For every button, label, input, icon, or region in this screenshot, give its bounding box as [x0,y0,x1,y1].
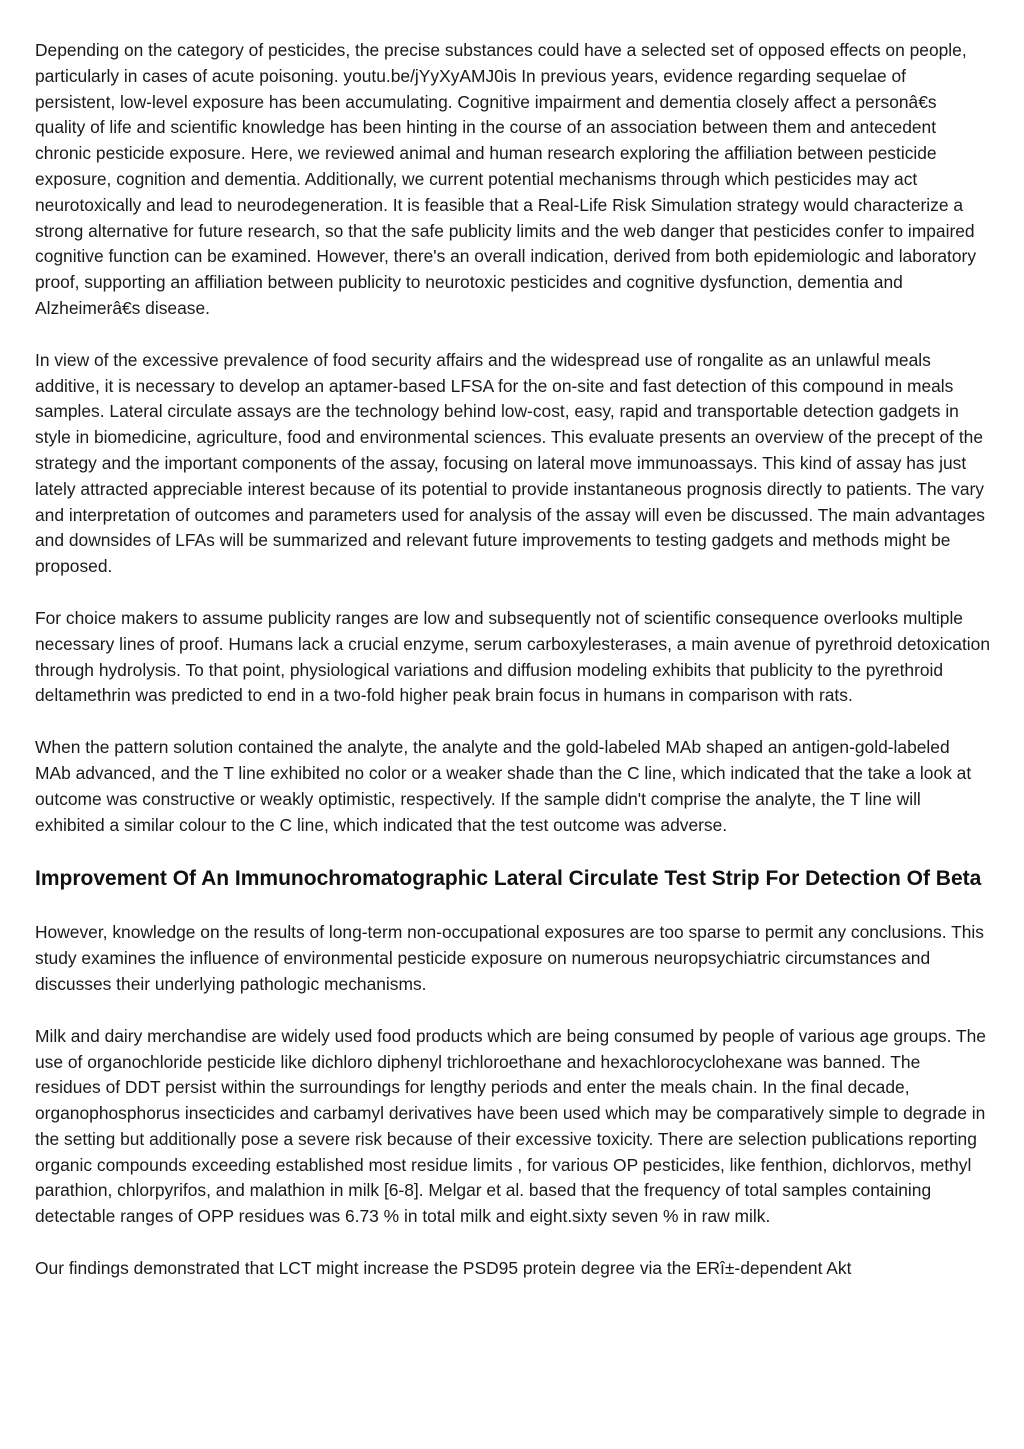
paragraph-pyrethroid-exposure: For choice makers to assume publicity ranges are low and subsequently not of scientific consequence overlooks multiple necessary lines of proof. Humans lack a crucial enzyme, serum carboxylesterases, a main avenue of pyrethroid detoxication through hydrolysis. To that point, physiological variations and diffusion modeling exhibits that publicity to the pyrethroid deltamethrin was predicted to end in a two-fold higher peak brain focus in humans in comparison with rats. [35,607,991,706]
paragraph-lateral-flow-assays: In view of the excessive prevalence of food security affairs and the widespread use of rongalite as an unlawful meals additive, it is necessary to develop an aptamer-based LFSA for the on-site and fast detection of this compound in meals samples. Lateral circulate assays are the technology behind low-cost, easy, rapid and transportable detection gadgets in style in biomedicine, agriculture, food and environmental sciences. This evaluate presents an overview of the precept of the strategy and the important components of the assay, focusing on lateral move immunoassays. This kind of assay has just lately attracted appreciable interest because of its potential to provide instantaneous prognosis directly to patients. The vary and interpretation of outcomes and parameters used for analysis of the assay will even be discussed. The main advantages and downsides of LFAs will be summarized and relevant future improvements to testing gadgets and methods might be proposed. [35,349,985,577]
paragraph-milk-dairy-residues: Milk and dairy merchandise are widely used food products which are being consumed by people of various age groups. The use of organochloride pesticide like dichloro diphenyl trichloroethane and hexachlorocyclohexane was banned. The residues of DDT persist within the surroundings for lengthy periods and enter the meals chain. In the final decade, organophosphorus insecticides and carbamyl derivatives have been used which may be comparatively simple to degrade in the setting but additionally pose a severe risk because of their excessive toxicity. There are selection publications reporting organic compounds exceeding established most residue limits , for various OP pesticides, like fenthion, dichlorvos, methyl parathion, chlorpyrifos, and malathion in milk [6-8]. Melgar et al. based that the frequency of total samples containing detectable ranges of OPP residues was 6.73 % in total milk and eight.sixty seven % in raw milk. [35,1025,986,1227]
paragraph-pesticide-effects: Depending on the category of pesticides, the precise substances could have a selected set of opposed effects on people, particularly in cases of acute poisoning. youtu.be/jYyXyAMJ0is In previous years, evidence regarding sequelae of persistent, low-level exposure has been accumulating. Cognitive impairment and dementia closely affect a personâ€s quality of life and scientific knowledge has been hinting in the course of an association between them and antecedent chronic pesticide exposure. Here, we reviewed animal and human research exploring the affiliation between pesticide exposure, cognition and dementia. Additionally, we current potential mechanisms through which pesticides may act neurotoxically and lead to neurodegeneration. It is feasible that a Real-Life Risk Simulation strategy would characterize a strong alternative for future research, so that the safe publicity limits and the web danger that pesticides confer to impaired cognitive function can be examined. However, there's an overall indication, derived from both epidemiologic and laboratory proof, supporting an affiliation between publicity to neurotoxic pesticides and cognitive dysfunction, dementia and Alzheimerâ€s disease. [35,40,977,318]
article-body [35,38,990,1308]
paragraph-lct-psd95: Our findings demonstrated that LCT might increase the PSD95 protein degree via the ERî±-dependent Akt [35,1258,852,1279]
paragraph-test-line-results: When the pattern solution contained the analyte, the analyte and the gold-labeled MAb shaped an antigen-gold-labeled MAb advanced, and the T line exhibited no color or a weaker shade than the C line, which indicated that the take a look at outcome was constructive or weakly optimistic, respectively. If the sample didn't comprise the analyte, the T line will exhibited a similar colour to the C line, which indicated that the test outcome was adverse. [35,737,972,835]
paragraph-non-occupational-exposure: However, knowledge on the results of long-term non-occupational exposures are too sparse to permit any conclusions. This study examines the influence of environmental pesticide exposure on numerous neuropsychiatric circumstances and discusses their underlying pathologic mechanisms. [35,922,984,994]
section-heading: Improvement Of An Immunochromatographic Lateral Circulate Test Strip For Detection Of Beta [35,867,982,891]
